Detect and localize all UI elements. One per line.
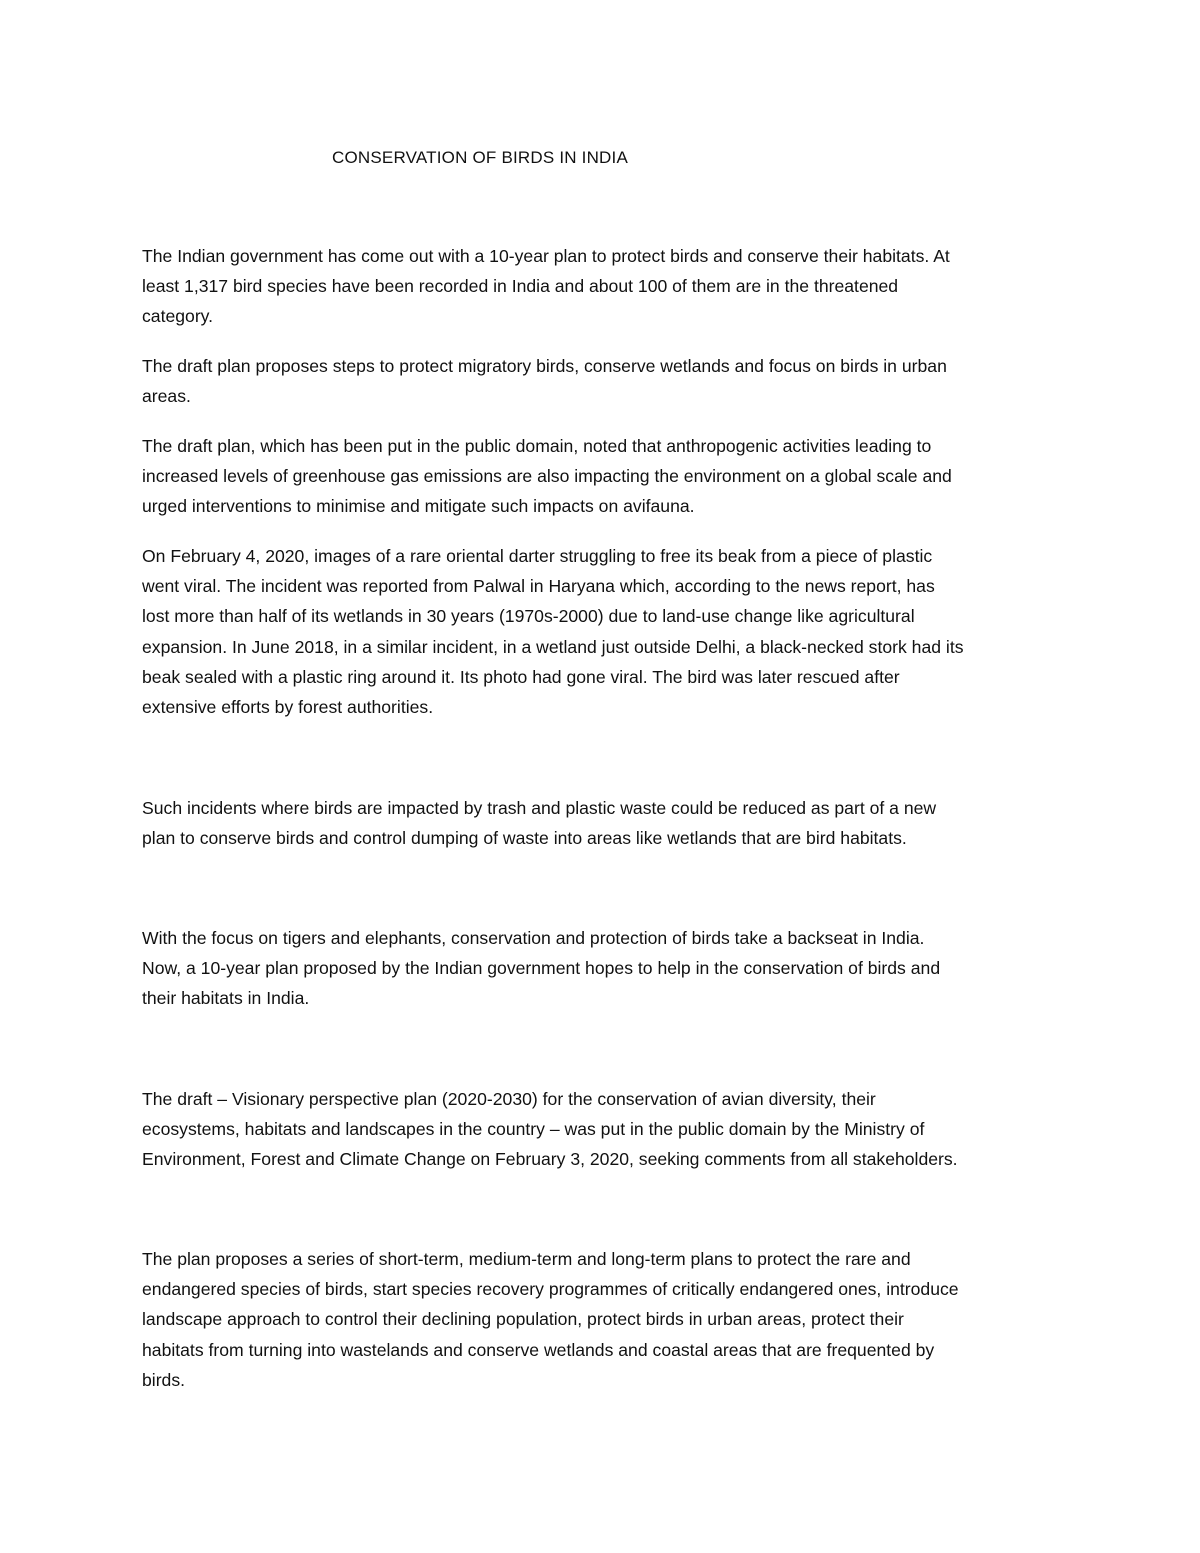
paragraph-line: The draft plan proposes steps to protect migratory birds, conserve wetlands and focus on birds in urban xyxy=(142,356,947,376)
paragraph-line: urged interventions to minimise and mitigate such impacts on avifauna. xyxy=(142,496,695,517)
paragraph-line: beak sealed with a plastic ring around it. Its photo had gone viral. The bird was later rescued after xyxy=(142,666,900,687)
paragraph-intro xyxy=(142,241,1062,332)
paragraph-line: expansion. In June 2018, in a similar incident, in a wetland just outside Delhi, a black-necked stork had its xyxy=(142,636,964,657)
paragraph-trash-plastic xyxy=(142,793,1062,853)
paragraph-line: birds. xyxy=(142,1369,186,1390)
paragraph-line: Now, a 10-year plan proposed by the Indian government hopes to help in the conservation of birds and xyxy=(142,958,941,979)
paragraph-incidents xyxy=(142,541,1062,722)
paragraph-line: lost more than half of its wetlands in 30 years (1970s-2000) due to land-use change like agricultural xyxy=(142,606,915,627)
paragraph-line: areas. xyxy=(142,386,191,407)
paragraph-line: The plan proposes a series of short-term, medium-term and long-term plans to protect the rare and xyxy=(142,1249,911,1269)
paragraph-line: category. xyxy=(142,306,214,327)
paragraph-line: extensive efforts by forest authorities. xyxy=(142,697,434,718)
paragraph-line: increased levels of greenhouse gas emissions are also impacting the environment on a global scale and xyxy=(142,466,952,487)
paragraph-line: With the focus on tigers and elephants, conservation and protection of birds take a backseat in India. xyxy=(142,928,925,948)
paragraph-anthropogenic xyxy=(142,431,1062,522)
paragraph-line: The draft plan, which has been put in the public domain, noted that anthropogenic activities leading to xyxy=(142,436,932,456)
paragraph-line: The Indian government has come out with a 10-year plan to protect birds and conserve their habitats. At xyxy=(142,246,950,266)
paragraph-line: went viral. The incident was reported from Palwal in Haryana which, according to the news report, has xyxy=(142,576,935,597)
paragraph-line: least 1,317 bird species have been recorded in India and about 100 of them are in the threatened xyxy=(142,276,899,297)
paragraph-line: endangered species of birds, start species recovery programmes of critically endangered ones, introduce xyxy=(142,1279,959,1300)
paragraph-line: habitats from turning into wastelands and conserve wetlands and coastal areas that are frequented by xyxy=(142,1339,935,1360)
paragraph-line: plan to conserve birds and control dumping of waste into areas like wetlands that are bird habitats. xyxy=(142,828,907,849)
paragraph-plan-proposals xyxy=(142,1244,1062,1395)
paragraph-line: their habitats in India. xyxy=(142,988,310,1009)
paragraph-visionary-plan xyxy=(142,1084,1062,1175)
paragraph-line: The draft – Visionary perspective plan (2020-2030) for the conservation of avian diversity, their xyxy=(142,1089,876,1109)
paragraph-draft-plan xyxy=(142,351,1062,411)
paragraph-line: landscape approach to control their declining population, protect birds in urban areas, protect their xyxy=(142,1309,904,1330)
paragraph-tigers-elephants xyxy=(142,923,1062,1014)
paragraph-line: Such incidents where birds are impacted by trash and plastic waste could be reduced as part of a new xyxy=(142,798,937,818)
paragraph-line: Environment, Forest and Climate Change on February 3, 2020, seeking comments from all stakeholders. xyxy=(142,1149,958,1170)
paragraph-line: On February 4, 2020, images of a rare oriental darter struggling to free its beak from a piece of plastic xyxy=(142,546,933,566)
document-title: CONSERVATION OF BIRDS IN INDIA xyxy=(332,148,628,167)
paragraph-line: ecosystems, habitats and landscapes in the country – was put in the public domain by the Ministry of xyxy=(142,1119,925,1140)
